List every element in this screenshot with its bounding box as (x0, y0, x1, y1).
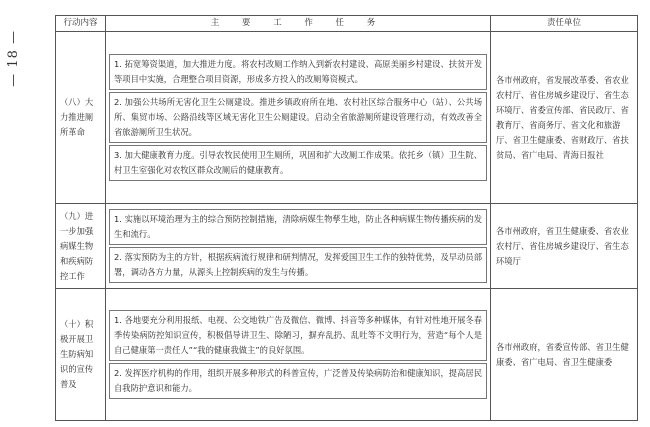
tasks-cell (106, 289, 491, 421)
page-number: — 18 — (6, 30, 21, 87)
unit-cell: 各市州政府，省发展改革委、省农业农村厅、省住房城乡建设厅、省生态环境厅、省委宣传部、省民政厅、省教育厅、省商务厅、省文化和旅游厅、省卫生健康委、省财政厅、省扶贫局、省广电局、青海日报社 (491, 32, 638, 204)
task-item: 1. 实施以环境治理为主的综合预防控制措施，清除病媒生物孳生地，防止各种病媒生物传播疾病的发生和流行。 (109, 209, 487, 245)
header-action: 行动内容 (56, 16, 106, 32)
tasks-cell (106, 204, 491, 289)
task-item: 2. 发挥医疗机构的作用，组织开展多种形式的科普宣传，广泛普及传染病防治和健康知识，提高居民自我防护意识和能力。 (109, 363, 487, 399)
tasks-cell (106, 32, 491, 204)
task-item: 2. 加强公共场所无害化卫生公厕建设。推进乡镇政府所在地、农村社区综合服务中心（站）、公共场所、集贸市场、公路沿线等区域无害化卫生公厕建设。启动全省旅游厕所建设管理行动，有效改善全省旅游厕所卫生状况。 (109, 92, 487, 143)
task-item: 2. 落实预防为主的方针，根据疾病流行规律和研判情况，发挥爱国卫生工作的独特优势，及早动员部署，调动各方力量，从源头上控制疾病的发生与传播。 (109, 247, 487, 283)
header-tasks: 主 要 工 作 任 务 (106, 16, 491, 32)
table-row (56, 289, 638, 421)
action-plan-table (55, 15, 638, 421)
action-cell: （九）进一步加强病媒生物和疾病防控工作 (56, 204, 106, 289)
table-header-row (56, 16, 638, 32)
task-item: 1. 拓宽筹资渠道，加大推进力度。将农村改厕工作纳入到新农村建设、高原美丽乡村建设、扶贫开发等项目中实施，合理整合项目资源，形成多方投入的改厕筹资模式。 (109, 54, 487, 90)
action-cell: （十）积极开展卫生防病知识的宣传普及 (56, 289, 106, 421)
action-cell: （八）大力推进厕所革命 (56, 32, 106, 204)
task-item: 1. 各地要充分利用报纸、电视、公交地铁广告及微信、微博、抖音等多种媒体，有针对性地开展冬春季传染病防控知识宣传，积极倡导讲卫生、除陋习，摒弃乱扔、乱吐等不文明行为，营造“每个人是自己健康第一责任人”“我的健康我做主”的良好氛围。 (109, 310, 487, 361)
unit-cell: 各市州政府，省卫生健康委、省农业农村厅、省住房城乡建设厅、省生态环境厅 (491, 204, 638, 289)
task-item: 3. 加大健康教育力度。引导农牧民使用卫生厕所，巩固和扩大改厕工作成果。依托乡（镇）卫生院、村卫生室强化对农牧区群众改厕后的健康教育。 (109, 145, 487, 181)
table-row (56, 204, 638, 289)
table-row (56, 32, 638, 204)
unit-cell: 各市州政府，省委宣传部、省卫生健康委、省广电局、省卫生健康委 (491, 289, 638, 421)
header-units: 责任单位 (491, 16, 638, 32)
